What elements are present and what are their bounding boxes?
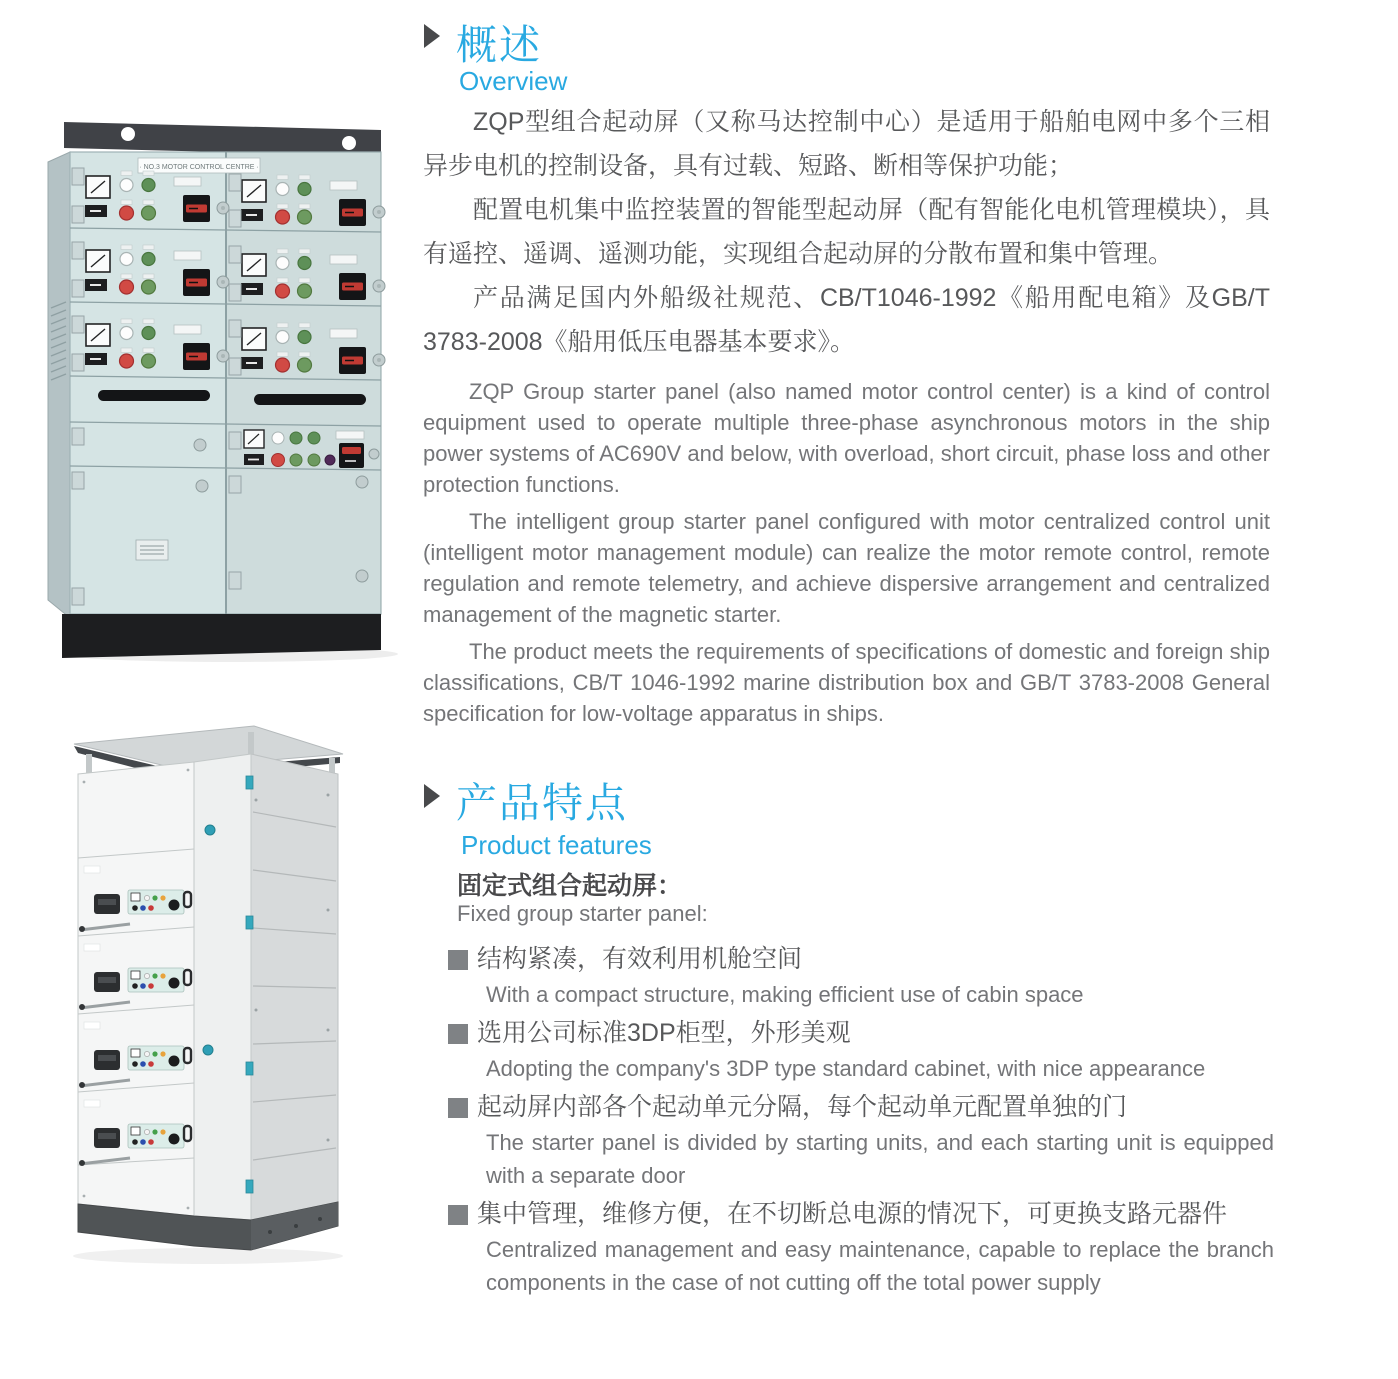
section-arrow-icon bbox=[424, 784, 440, 808]
nameplate bbox=[136, 540, 168, 560]
overview-paragraph-en: The intelligent group starter panel configured with motor centralized control unit (intelligent motor management module) can realize the motor remote control, remote regulation and remote telemetry, and achieve dispersive arrangement and centralized management of the magnetic starter. bbox=[423, 509, 1270, 627]
bullet-square-icon bbox=[448, 1098, 468, 1118]
feature-item-zh-text: 起动屏内部各个起动单元分隔，每个起动单元配置单独的门 bbox=[477, 1093, 1128, 1121]
cabinet-front-face bbox=[70, 152, 381, 614]
feature-item-zh bbox=[448, 1196, 1274, 1233]
cabinet-front-illustration bbox=[40, 110, 412, 666]
cabinet-name-strip-label: · NO.3 MOTOR CONTROL CENTRE · bbox=[139, 164, 259, 171]
cabinet-name-strip bbox=[138, 158, 260, 173]
feature-item-zh-text: 选用公司标准3DP柜型，外形美观 bbox=[477, 1019, 851, 1047]
features-subtitle-en: Fixed group starter panel: bbox=[457, 901, 708, 926]
teal-door-knob bbox=[203, 1045, 213, 1055]
teal-door-knob bbox=[205, 825, 215, 835]
feature-item-zh bbox=[448, 1089, 1274, 1126]
overview-title-en: Overview bbox=[459, 66, 568, 96]
feature-item-zh bbox=[448, 1015, 1274, 1052]
cabinet-middle-door bbox=[194, 754, 253, 1220]
feature-item-zh-text: 集中管理，维修方便，在不切断总电源的情况下，可更换支路元器件 bbox=[477, 1200, 1228, 1228]
cabinet-left-side-panel bbox=[48, 152, 70, 618]
features-title-en: Product features bbox=[461, 830, 652, 860]
overview-title-zh: 概述 bbox=[456, 22, 542, 68]
overview-paragraph-zh: 产品满足国内外船级社规范、CB/T1046-1992《船用配电箱》及GB/T 3783-2008《船用低压电器基本要求》。 bbox=[423, 284, 1270, 356]
section-arrow-icon bbox=[424, 24, 440, 48]
overview-body bbox=[423, 100, 1270, 729]
feature-item-zh-text: 结构紧凑，有效利用机舱空间 bbox=[477, 945, 803, 973]
feature-item-en: The starter panel is divided by starting units, and each starting unit is equipped with a separate door bbox=[486, 1130, 1274, 1188]
cabinet-shadow bbox=[73, 1248, 343, 1264]
feature-item-en: Adopting the company's 3DP type standard cabinet, with nice appearance bbox=[486, 1056, 1206, 1081]
feature-item-en: Centralized management and easy maintenance, capable to replace the branch components in the case of not cutting off the total power supply bbox=[486, 1237, 1274, 1295]
features-subtitle-zh: 固定式组合起动屏： bbox=[457, 872, 683, 900]
overview-paragraph-zh: 配置电机集中监控装置的智能型起动屏（配有智能化电机管理模块），具有遥控、遥调、遥测功能，实现组合起动屏的分散布置和集中管理。 bbox=[423, 196, 1270, 268]
cabinet-top-rail bbox=[64, 122, 381, 156]
bullet-square-icon bbox=[448, 950, 468, 970]
cabinet-3d-illustration bbox=[58, 710, 358, 1270]
overview-paragraph-en: ZQP Group starter panel (also named motor control center) is a kind of control equipment used to operate multiple three-phase asynchronous motors in the ship power systems of AC690V and below, with overload, short circuit, phase loss and other protection functions. bbox=[423, 379, 1270, 497]
overview-paragraph-en: The product meets the requirements of specifications of domestic and foreign ship classifications, CB/T 1046-1992 marine distribution box and GB/T 3783-2008 General specification for low-voltage apparatus in ships. bbox=[423, 639, 1270, 726]
features-title-zh: 产品特点 bbox=[456, 780, 628, 826]
overview-paragraph-zh: ZQP型组合起动屏（又称马达控制中心）是适用于船舶电网中多个三相异步电机的控制设备，具有过载、短路、断相等保护功能； bbox=[423, 108, 1270, 180]
bullet-square-icon bbox=[448, 1024, 468, 1044]
feature-item-en: With a compact structure, making efficient use of cabin space bbox=[486, 982, 1084, 1007]
feature-item-zh bbox=[448, 941, 1274, 978]
cabinet-side-panel bbox=[251, 754, 338, 1220]
feature-list bbox=[448, 941, 1274, 1303]
bullet-square-icon bbox=[448, 1205, 468, 1225]
